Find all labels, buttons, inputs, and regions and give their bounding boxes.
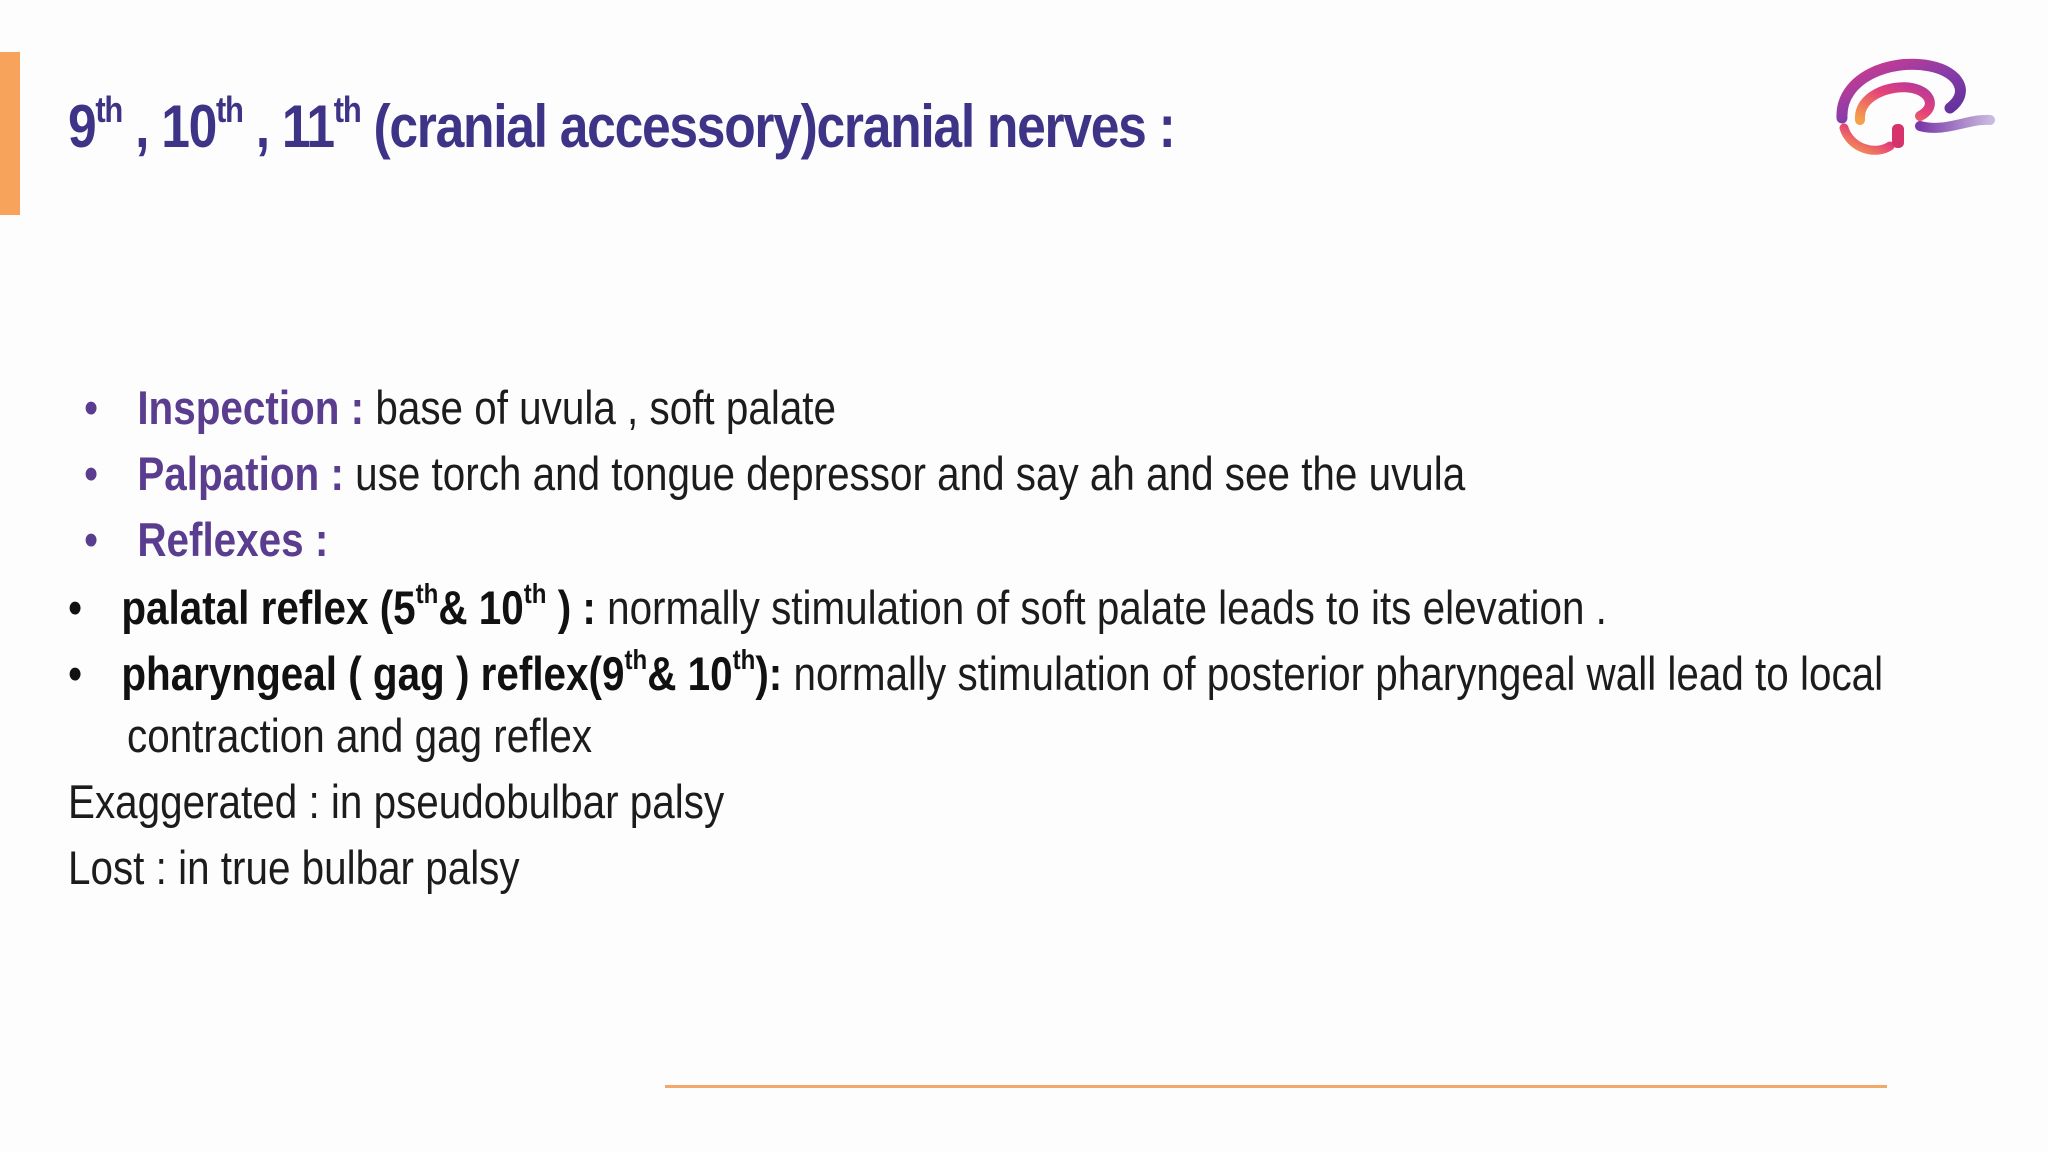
inspection-label: Inspection : [137, 381, 365, 434]
note-lost: Lost : in true bulbar palsy [68, 841, 520, 894]
bullet: • [84, 381, 99, 434]
list-item-reflexes [84, 512, 328, 567]
pharyngeal-reflex-label: pharyngeal ( gag ) reflex(9th& 10th): [121, 644, 783, 700]
bullet: • [68, 647, 83, 700]
palatal-reflex-text: normally stimulation of soft palate leads to its elevation . [595, 581, 1607, 634]
note-exaggerated: Exaggerated : in pseudobulbar palsy [68, 775, 725, 828]
slide-title: 9th , 10th , 11th (cranial accessory)cranial nerves : [68, 89, 1175, 160]
inspection-text: base of uvula , soft palate [364, 381, 837, 434]
palpation-label: Palpation : [137, 447, 344, 500]
bullet: • [84, 447, 99, 500]
pharyngeal-reflex-continuation: contraction and gag reflex [127, 709, 593, 762]
pharyngeal-reflex-item [68, 646, 1883, 701]
brain-wave-logo-icon [1820, 48, 2000, 168]
bullet: • [68, 581, 83, 634]
bottom-divider [665, 1085, 1887, 1088]
bullet: • [84, 513, 99, 566]
accent-bar [0, 52, 20, 215]
list-item-palpation [84, 446, 1465, 501]
list-item-inspection [84, 380, 836, 435]
palatal-reflex-label: palatal reflex (5th& 10th ) : [121, 578, 596, 634]
pharyngeal-reflex-text: normally stimulation of posterior pharyngeal wall lead to local [782, 647, 1884, 700]
palpation-text: use torch and tongue depressor and say ah and see the uvula [343, 447, 1466, 500]
reflexes-label: Reflexes : [137, 513, 329, 566]
palatal-reflex-item [68, 580, 1607, 635]
